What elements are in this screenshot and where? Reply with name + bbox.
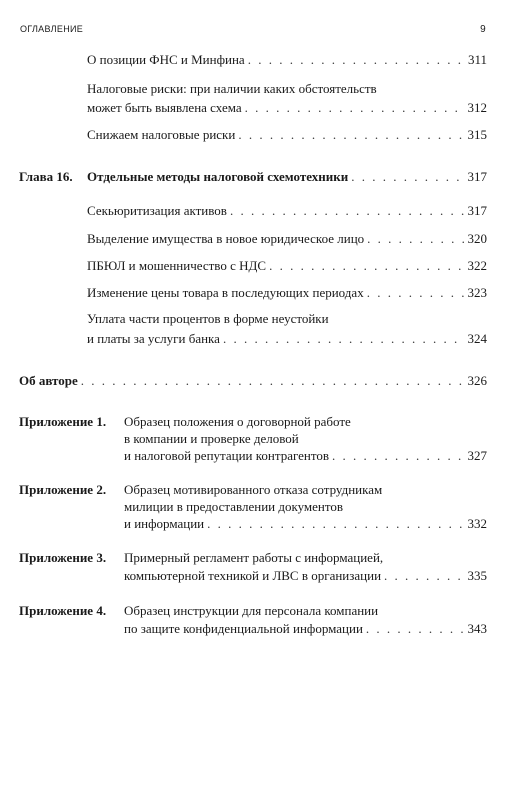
entry-page: 322 bbox=[467, 258, 487, 273]
entry-title: ПБЮЛ и мошенничество с НДС bbox=[87, 258, 267, 273]
dot-leader bbox=[230, 203, 465, 219]
entry-title: и информации bbox=[124, 516, 205, 531]
appendix-2-label: Приложение 2. bbox=[19, 482, 107, 497]
appendix-4-line1: Образец инструкции для персонала компании bbox=[124, 603, 379, 618]
entry-title: и платы за услуги банка bbox=[87, 331, 220, 346]
entry-page: 326 bbox=[467, 373, 487, 388]
dot-leader bbox=[367, 231, 464, 247]
dot-leader bbox=[384, 568, 464, 584]
running-header bbox=[20, 24, 486, 35]
entry-title: по защите конфиденциальной информации bbox=[124, 621, 363, 636]
toc-entry-risks[interactable] bbox=[87, 100, 487, 116]
appendix-1-line1: Образец положения о договорной работе bbox=[124, 414, 351, 429]
toc-entry-property-split[interactable] bbox=[87, 231, 487, 247]
entry-page: 323 bbox=[467, 285, 487, 300]
entry-title: и налоговой репутации контрагентов bbox=[124, 448, 330, 463]
dot-leader bbox=[351, 169, 464, 185]
entry-title: Секьюритизация активов bbox=[87, 203, 227, 218]
entry-title: Отдельные методы налоговой схемотехники bbox=[87, 169, 349, 184]
dot-leader bbox=[248, 52, 465, 68]
entry-page: 343 bbox=[467, 621, 487, 636]
entry-page: 312 bbox=[467, 100, 487, 115]
dot-leader bbox=[332, 448, 464, 464]
toc-entry-securitization[interactable] bbox=[87, 203, 487, 219]
entry-page: 317 bbox=[467, 203, 487, 218]
dot-leader bbox=[238, 127, 464, 143]
entry-page: 332 bbox=[467, 516, 487, 531]
dot-leader bbox=[366, 621, 465, 637]
toc-entry-price-change[interactable] bbox=[87, 285, 487, 301]
toc-entry-pbyul-vat[interactable] bbox=[87, 258, 487, 274]
entry-page: 327 bbox=[467, 448, 487, 463]
toc-entry-appendix-1[interactable] bbox=[124, 448, 487, 464]
appendix-2-line2: милиции в предоставлении документов bbox=[124, 499, 344, 514]
entry-title: может быть выявлена схема bbox=[87, 100, 242, 115]
toc-entry-fns-minfin[interactable] bbox=[87, 52, 487, 68]
entry-title: О позиции ФНС и Минфина bbox=[87, 52, 245, 67]
dot-leader bbox=[81, 373, 465, 389]
entry-title: компьютерной техникой и ЛВС в организации bbox=[124, 568, 382, 583]
toc-entry-about-author[interactable] bbox=[19, 373, 487, 389]
entry-page: 311 bbox=[467, 52, 487, 67]
toc-entry-appendix-3[interactable] bbox=[124, 568, 487, 584]
dot-leader bbox=[245, 100, 465, 116]
dot-leader bbox=[207, 516, 464, 532]
toc-entry-appendix-4[interactable] bbox=[124, 621, 487, 637]
appendix-1-line2: в компании и проверке деловой bbox=[124, 431, 299, 446]
entry-title: Снижаем налоговые риски bbox=[87, 127, 236, 142]
appendix-3-label: Приложение 3. bbox=[19, 550, 107, 565]
entry-page: 320 bbox=[467, 231, 487, 246]
toc-entry-interest-line1: Уплата части процентов в форме неустойки bbox=[87, 311, 329, 326]
toc-entry-appendix-2[interactable] bbox=[124, 516, 487, 532]
dot-leader bbox=[269, 258, 464, 274]
toc-entry-risks-line1: Налоговые риски: при наличии каких обстоятельств bbox=[87, 81, 377, 96]
entry-page: 315 bbox=[467, 127, 487, 142]
entry-page: 335 bbox=[467, 568, 487, 583]
toc-entry-interest[interactable] bbox=[87, 331, 487, 347]
chapter-16-label: Глава 16. bbox=[19, 169, 73, 184]
appendix-3-line1: Примерный регламент работы с информацией, bbox=[124, 550, 384, 565]
entry-title: Изменение цены товара в последующих периодах bbox=[87, 285, 364, 300]
appendix-2-line1: Образец мотивированного отказа сотрудникам bbox=[124, 482, 383, 497]
toc-entry-chapter-16[interactable] bbox=[87, 169, 487, 185]
page-number: 9 bbox=[480, 24, 486, 35]
entry-page: 324 bbox=[467, 331, 487, 346]
appendix-1-label: Приложение 1. bbox=[19, 414, 107, 429]
entry-title: Об авторе bbox=[19, 373, 78, 388]
running-title: ОГЛАВЛЕНИЕ bbox=[20, 24, 84, 34]
entry-page: 317 bbox=[467, 169, 487, 184]
dot-leader bbox=[223, 331, 465, 347]
toc-entry-reduce-risks[interactable] bbox=[87, 127, 487, 143]
dot-leader bbox=[367, 285, 465, 301]
appendix-4-label: Приложение 4. bbox=[19, 603, 107, 618]
entry-title: Выделение имущества в новое юридическое лицо bbox=[87, 231, 365, 246]
